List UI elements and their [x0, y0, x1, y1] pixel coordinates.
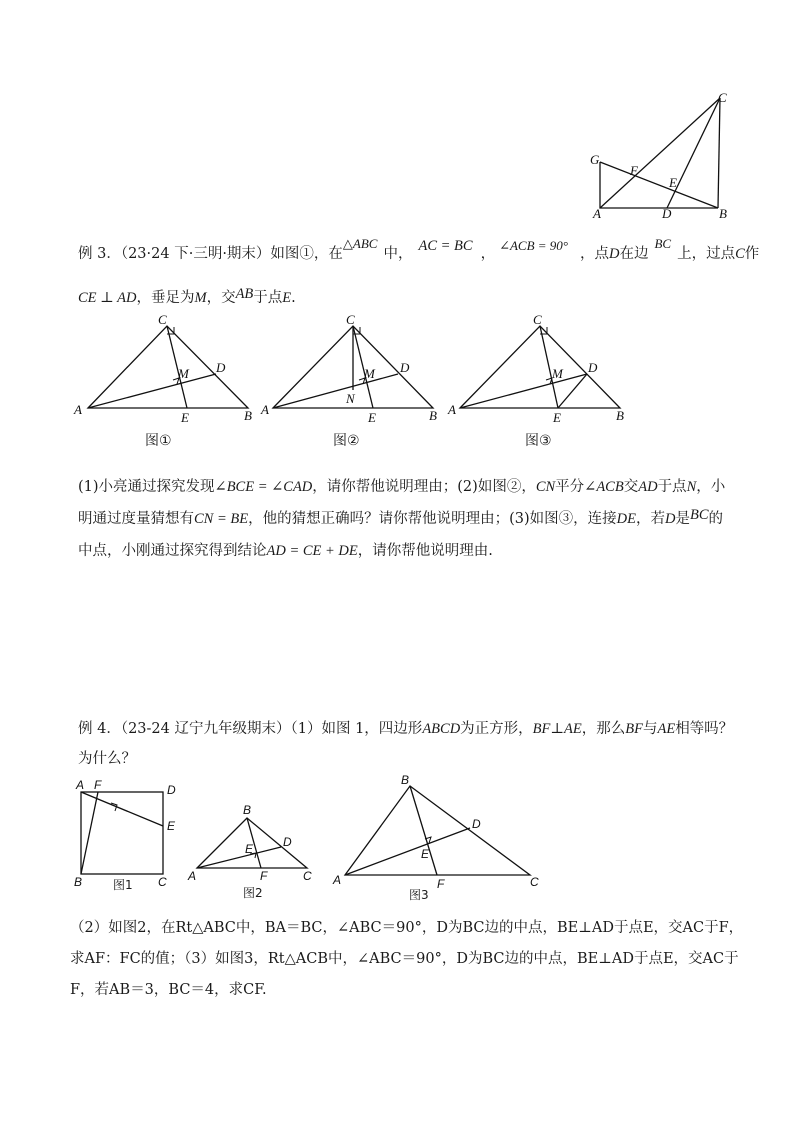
ex4-fig1-caption: 图1	[113, 878, 133, 892]
fig1-label-a: A	[74, 402, 82, 417]
fig3-label-b: B	[616, 408, 624, 423]
ex3-figure-2	[258, 312, 448, 427]
q-l1-cn: CN	[535, 479, 556, 495]
q-l2-f: 的	[708, 511, 723, 527]
ex4-l1-perp: ⊥	[550, 721, 565, 737]
ex3-post2: 在边	[619, 246, 649, 262]
ex4-fig2-label-f: F	[260, 869, 268, 883]
q-l1-d: 交	[623, 479, 639, 495]
fig3-label-m: M	[552, 366, 563, 381]
q-l1-a: (1)小亮通过探究发现	[78, 479, 215, 495]
q-l2-eq: CN = BE	[194, 511, 249, 527]
ex3-figure-3	[445, 312, 635, 427]
ex3-post1: ，点	[580, 246, 609, 262]
label-d: D	[662, 206, 672, 221]
q-l3-b: ，请你帮他说明理由.	[357, 543, 493, 559]
ex3-tri: △ABC	[342, 236, 378, 251]
ex4-l1-bf2: BF	[625, 721, 643, 737]
label-e: E	[669, 175, 677, 190]
ex4-fig2-caption: 图2	[243, 886, 263, 900]
ex3-line1	[78, 236, 760, 263]
ex4-fig3-label-e: E	[421, 847, 430, 861]
ex3-eq2: ∠ACB = 90°	[499, 238, 568, 253]
ex4-l1-d: ，那么	[581, 721, 626, 737]
fig2-label-d: D	[400, 360, 410, 375]
ex4-fig1-label-f: F	[94, 778, 102, 792]
ex3-post3: 上，过点	[677, 246, 736, 262]
ex3-ab: AB	[235, 286, 254, 302]
ex4-line2: 为什么？	[78, 751, 136, 767]
fig2-label-e: E	[368, 410, 376, 425]
fig1-label-d: D	[216, 360, 226, 375]
ex4-figure-3	[325, 772, 550, 890]
ex4-fig1-label-d: D	[167, 783, 176, 797]
q-l1-ad: AD	[638, 479, 658, 495]
label-a: A	[593, 206, 601, 221]
fig2-label-b: B	[429, 408, 437, 423]
ex4-question-line1: （2）如图2，在Rt△ABC中，BA＝BC，∠ABC＝90°，D为BC边的中点，BE⊥AD于点E，交AC于F，	[70, 920, 744, 936]
ex3-fig2-caption: 图②	[333, 433, 360, 449]
ex3-post4: 作	[744, 246, 760, 262]
label-g: G	[590, 152, 600, 167]
q-l1-b: ，请你帮他说明理由；(2)如图②，	[312, 479, 536, 495]
fig2-label-a: A	[261, 402, 269, 417]
ex4-fig2-label-a: A	[188, 869, 197, 883]
fig1-label-e: E	[181, 410, 189, 425]
ex4-fig2-label-c: C	[303, 869, 312, 883]
ex3-e: E	[282, 290, 292, 306]
ex4-l1-b: 为正方形，	[460, 721, 533, 737]
fig2-label-c: C	[346, 312, 355, 327]
fig1-label-b: B	[244, 408, 252, 423]
ex3-comma: ，	[480, 246, 496, 262]
q-l3-eq: AD = CE + DE	[266, 543, 358, 559]
fig1-label-c: C	[158, 312, 167, 327]
ex4-l1-f: 相等吗？	[675, 721, 734, 737]
ex3-question-line2	[78, 507, 723, 528]
ex4-fig2-label-d: D	[283, 835, 292, 849]
ex4-figure-2	[185, 800, 320, 885]
q-l2-bc: BC	[689, 507, 709, 523]
q-l1-eq: ∠BCE = ∠CAD	[214, 479, 313, 495]
ex3-fig1-caption: 图①	[145, 433, 172, 449]
fig3-label-a: A	[448, 402, 456, 417]
ex4-fig1-label-b: B	[74, 875, 83, 889]
ex3-t4: .	[291, 290, 296, 306]
ex3-mid: 中，	[383, 246, 413, 262]
ex4-question-line2: 求AF：FC的值；（3）如图3，Rt△ACB中，∠ABC＝90°，D为BC边的中点，BE⊥AD于点E，交AC于	[70, 951, 739, 967]
ex4-l1-ae2: AE	[657, 721, 676, 737]
q-l1-f: ，小	[696, 479, 726, 495]
ex4-l1-abcd: ABCD	[422, 721, 461, 737]
ex3-t1: ，垂足为	[136, 290, 195, 306]
ex4-l1-bf: BF	[532, 721, 551, 737]
ex3-fig3-caption: 图③	[525, 433, 552, 449]
ex4-fig3-label-d: D	[472, 817, 481, 831]
ex3-prefix: 例 3．（23·24 下·三明·期末）如图①，在	[78, 246, 343, 262]
q-l3-a: 中点，小刚通过探究得到结论	[78, 543, 267, 559]
ex3-eq1: AC = BC	[418, 238, 473, 254]
ex4-fig3-label-c: C	[530, 875, 539, 889]
ex4-fig2-label-b: B	[243, 803, 252, 817]
ex4-l1-e: 与	[642, 721, 658, 737]
fig2-label-m: M	[364, 366, 375, 381]
ex3-question-line3	[78, 543, 493, 560]
top-geometry-figure	[580, 90, 740, 225]
ex3-t3: 于点	[253, 290, 283, 306]
fig3-label-c: C	[533, 312, 542, 327]
ex3-pd: D	[609, 246, 620, 262]
ex4-fig3-caption: 图3	[409, 888, 429, 902]
q-l2-b: ，他的猜想正确吗？请你帮他说明理由；(3)如图③，连接	[248, 511, 617, 527]
ex4-fig3-label-a: A	[333, 873, 342, 887]
label-b: B	[719, 206, 727, 221]
ex4-l1-ae: AE	[564, 721, 582, 737]
ex4-line1	[78, 721, 733, 738]
fig2-label-n: N	[346, 391, 355, 406]
ex4-question-line3: F，若AB＝3，BC＝4，求CF.	[70, 982, 267, 998]
ex3-bc: BC	[654, 236, 672, 251]
q-l1-c: 平分	[555, 479, 585, 495]
ex3-pc: C	[735, 246, 745, 262]
ex4-fig1-label-a: A	[76, 778, 85, 792]
q-l2-a: 明通过度量猜想有	[78, 511, 194, 527]
ex3-t2: ，交	[206, 290, 236, 306]
ex4-fig3-label-b: B	[401, 773, 410, 787]
label-f: F	[630, 163, 638, 178]
fig3-label-e: E	[553, 410, 561, 425]
ex4-fig1-label-e: E	[167, 819, 176, 833]
ex4-l1-a: 例 4．（23-24 辽宁九年级期末）（1）如图 1，四边形	[78, 721, 423, 737]
ex4-fig3-label-f: F	[437, 877, 445, 890]
ex4-fig1-label-c: C	[158, 875, 167, 889]
ex3-ce-ad: CE ⊥ AD	[78, 290, 137, 306]
fig1-label-m: M	[178, 366, 189, 381]
q-l1-n: N	[686, 479, 697, 495]
fig3-label-d: D	[588, 360, 598, 375]
ex3-line2	[78, 286, 296, 307]
ex3-m: M	[194, 290, 207, 306]
ex3-question-line1	[78, 479, 725, 496]
q-l1-acb: ∠ACB	[584, 479, 624, 495]
q-l2-d: D	[664, 511, 676, 527]
q-l2-c: ，若	[635, 511, 665, 527]
q-l2-de: DE	[616, 511, 636, 527]
ex4-fig2-label-e: E	[245, 842, 254, 856]
ex3-figure-1	[70, 312, 260, 427]
q-l2-e: 是	[675, 511, 690, 527]
q-l1-e: 于点	[657, 479, 687, 495]
label-c: C	[718, 90, 727, 105]
